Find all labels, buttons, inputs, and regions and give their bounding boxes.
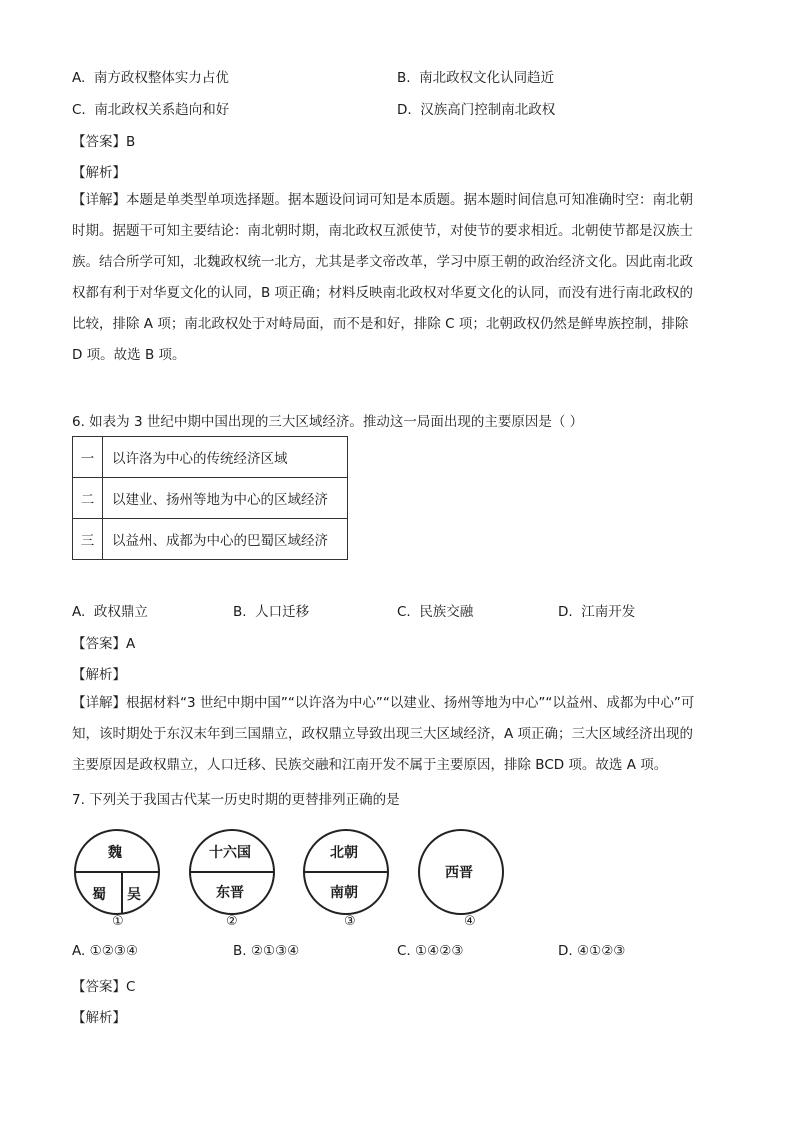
- circle-bottom-right-text: 吴: [127, 887, 141, 903]
- circle-divider: [191, 871, 273, 873]
- q7-option-a: A. ①②③④: [72, 943, 139, 959]
- q5-option-b: B. 南北政权文化认同趋近: [397, 70, 555, 86]
- circle-three-kingdoms: [74, 829, 160, 915]
- q6-option-a: A. 政权鼎立: [72, 604, 148, 620]
- table-row: [73, 437, 348, 478]
- q6-analysis-label: 【解析】: [72, 667, 126, 683]
- q7-stem: 7. 下列关于我国古代某一历史时期的更替排列正确的是: [72, 792, 400, 808]
- q5-answer: 【答案】B: [72, 134, 136, 150]
- q5-detail-line: 权都有利于对华夏文化的认同，B 项正确；材料反映南北政权对华夏文化的认同，而没有进行南北政权的: [72, 285, 694, 301]
- circle-bottom-text: 东晋: [216, 885, 244, 901]
- q6-detail-line: 主要原因是政权鼎立，人口迁移、民族交融和江南开发不属于主要原因，排除 BCD 项。故选 A 项。: [72, 757, 668, 773]
- q5-option-c: C. 南北政权关系趋向和好: [72, 102, 230, 118]
- table-cell-num: 三: [73, 519, 103, 560]
- circle-divider: [121, 871, 123, 913]
- q6-answer: 【答案】A: [72, 636, 136, 652]
- circle-western-jin: [418, 829, 504, 915]
- table-cell-num: 一: [73, 437, 103, 478]
- table-row: [73, 519, 348, 560]
- q5-detail-line: 时期。据题干可知主要结论：南北朝时期，南北政权互派使节，对使节的要求相近。北朝使节都是汉族士: [72, 223, 693, 239]
- q5-detail-line: 族。结合所学可知，北魏政权统一北方，尤其是孝文帝改革，学习中原王朝的政治经济文化。因此南北政: [72, 254, 693, 270]
- circle-top-text: 十六国: [209, 845, 251, 861]
- table-cell-text: 以建业、扬州等地为中心的区域经济: [103, 478, 348, 519]
- q6-detail-line: 【详解】根据材料“3 世纪中期中国”“以许洛为中心”“以建业、扬州等地为中心”“以益州、成都为中心”可: [72, 695, 695, 711]
- table-row: [73, 478, 348, 519]
- q5-detail: [72, 185, 722, 371]
- circle-northern-southern: [303, 829, 389, 915]
- circle-top-text: 魏: [108, 845, 122, 861]
- q7-analysis-label: 【解析】: [72, 1010, 126, 1026]
- q7-option-c: C. ①④②③: [397, 943, 464, 959]
- circle-bottom-text: 南朝: [330, 885, 358, 901]
- circle-divider: [305, 871, 387, 873]
- q5-detail-line: D 项。故选 B 项。: [72, 347, 186, 363]
- q6-detail: [72, 688, 722, 781]
- q6-option-b: B. 人口迁移: [233, 604, 310, 620]
- circle-sixteen-kingdoms: [189, 829, 275, 915]
- circle-label: ②: [226, 914, 238, 929]
- table-cell-text: 以许洛为中心的传统经济区域: [103, 437, 348, 478]
- q5-option-d: D. 汉族高门控制南北政权: [397, 102, 556, 118]
- q6-stem: 6. 如表为 3 世纪中期中国出现的三大区域经济。推动这一局面出现的主要原因是（ ）: [72, 414, 584, 430]
- table-cell-text: 以益州、成都为中心的巴蜀区域经济: [103, 519, 348, 560]
- q6-detail-line: 知，该时期处于东汉末年到三国鼎立，政权鼎立导致出现三大区域经济，A 项正确；三大区域经济出现的: [72, 726, 694, 742]
- q7-option-b: B. ②①③④: [233, 943, 300, 959]
- circle-label: ①: [112, 914, 124, 929]
- q5-option-a: A. 南方政权整体实力占优: [72, 70, 229, 86]
- q6-option-d: D. 江南开发: [558, 604, 636, 620]
- q5-detail-line: 【详解】本题是单类型单项选择题。据本题设问词可知是本质题。据本题时间信息可知准确时空：南北朝: [72, 192, 693, 208]
- circle-bottom-left-text: 蜀: [92, 887, 106, 903]
- table-cell-num: 二: [73, 478, 103, 519]
- q5-detail-line: 比较，排除 A 项；南北政权处于对峙局面，而不是和好，排除 C 项；北朝政权仍然是鲜卑族控制，排除: [72, 316, 689, 332]
- q5-analysis-label: 【解析】: [72, 165, 126, 181]
- circle-label: ④: [464, 914, 476, 929]
- circle-top-text: 北朝: [330, 845, 358, 861]
- circle-divider: [76, 871, 158, 873]
- q7-option-d: D. ④①②③: [558, 943, 626, 959]
- circle-label: ③: [344, 914, 356, 929]
- q6-option-c: C. 民族交融: [397, 604, 474, 620]
- q7-answer: 【答案】C: [72, 979, 136, 995]
- q6-table: [72, 436, 348, 560]
- circle-center-text: 西晋: [445, 865, 473, 881]
